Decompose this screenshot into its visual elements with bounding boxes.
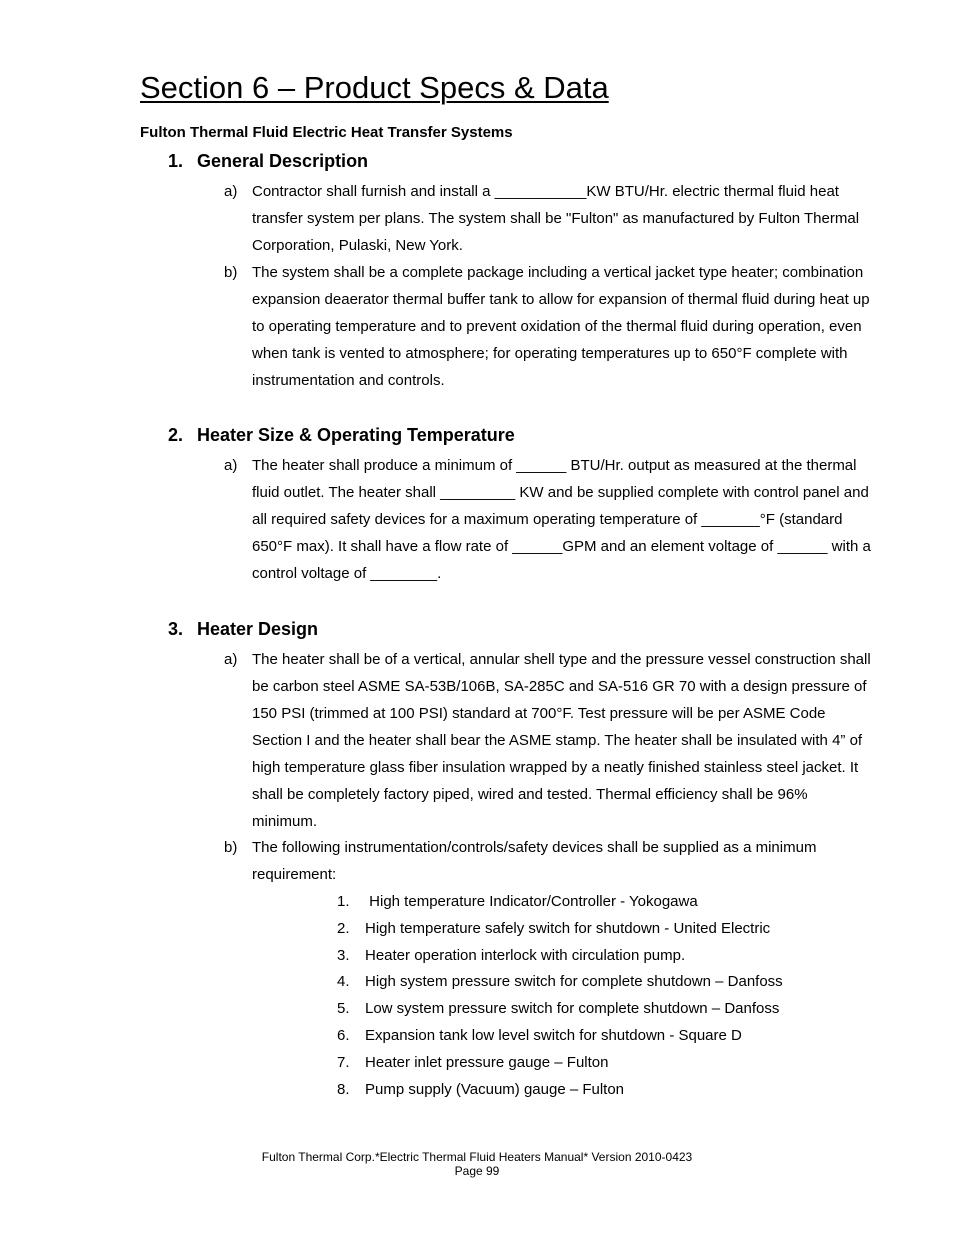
list-text: Heater operation interlock with circulation pump. — [365, 947, 686, 964]
device-list-item — [337, 1049, 608, 1076]
page-title: Section 6 – Product Specs & Data — [140, 70, 609, 105]
device-list-item — [337, 968, 783, 995]
section-heading-heater-size — [168, 425, 515, 446]
list-text: Expansion tank low level switch for shutdown - Square D — [365, 1027, 742, 1044]
list-text: Low system pressure switch for complete shutdown – Danfoss — [365, 1000, 780, 1017]
section-heading-general-description — [168, 151, 368, 172]
spec-item — [224, 646, 874, 835]
section-heading-heater-design — [168, 619, 318, 640]
section-number: 2. — [168, 425, 184, 445]
item-text: The system shall be a complete package including a vertical jacket type heater; combination expansion deaerator thermal buffer tank to allow for expansion of thermal fluid during heat up to operating temperature and to prevent oxidation of the thermal fluid during operation, even when tank is vented to atmosphere; for operating temperatures up to 650°F complete with instrumentation and controls. — [252, 264, 870, 389]
item-letter: b) — [224, 839, 238, 856]
footer-page-number: Page 99 — [454, 1164, 500, 1178]
list-number: 1. — [337, 893, 350, 910]
list-text: High system pressure switch for complete shutdown – Danfoss — [365, 973, 783, 990]
list-number: 4. — [337, 973, 350, 990]
device-list-item — [337, 1076, 624, 1103]
item-letter: a) — [224, 183, 238, 200]
spec-item — [224, 259, 874, 394]
spec-item — [224, 834, 874, 888]
list-number: 2. — [337, 920, 350, 937]
spec-item — [224, 452, 874, 587]
device-list-item — [337, 995, 779, 1022]
section-number: 1. — [168, 151, 184, 171]
list-text: High temperature safely switch for shutdown - United Electric — [365, 920, 771, 937]
list-text: Pump supply (Vacuum) gauge – Fulton — [365, 1081, 625, 1098]
spec-item — [224, 178, 874, 259]
section-title: General Description — [197, 151, 369, 171]
section-title: Heater Design — [197, 619, 319, 639]
footer-manual-info: Fulton Thermal Corp.*Electric Thermal Fluid Heaters Manual* Version 2010-0423 — [261, 1150, 693, 1164]
item-text: Contractor shall furnish and install a ___________KW BTU/Hr. electric thermal fluid heat transfer system per plans. The system shall be "Fulton" as manufactured by Fulton Thermal Corporation, Pulaski, New York. — [252, 183, 860, 254]
device-list-item — [337, 942, 685, 969]
section-title: Heater Size & Operating Temperature — [197, 425, 515, 445]
item-letter: b) — [224, 264, 238, 281]
list-text: High temperature Indicator/Controller - Yokogawa — [365, 893, 698, 910]
item-letter: a) — [224, 457, 238, 474]
item-text: The heater shall produce a minimum of ______ BTU/Hr. output as measured at the thermal fluid outlet. The heater shall _________ KW and be supplied complete with control panel and all required safety devices for a maximum operating temperature of _______°F (standard 650°F max). It shall have a flow rate of ______GPM and an element voltage of ______ with a control voltage of ________. — [252, 457, 871, 582]
device-list-item — [337, 888, 698, 915]
list-number: 6. — [337, 1027, 350, 1044]
device-list-item — [337, 915, 770, 942]
document-subtitle: Fulton Thermal Fluid Electric Heat Transfer Systems — [140, 124, 513, 141]
list-number: 5. — [337, 1000, 350, 1017]
device-list-item — [337, 1022, 742, 1049]
section-number: 3. — [168, 619, 184, 639]
list-number: 7. — [337, 1054, 350, 1071]
list-number: 3. — [337, 947, 350, 964]
list-number: 8. — [337, 1081, 350, 1098]
list-text: Heater inlet pressure gauge – Fulton — [365, 1054, 609, 1071]
item-letter: a) — [224, 651, 238, 668]
item-text: The following instrumentation/controls/safety devices shall be supplied as a minimum requirement: — [252, 839, 817, 883]
item-text: The heater shall be of a vertical, annular shell type and the pressure vessel construction shall be carbon steel ASME SA-53B/106B, SA-285C and SA-516 GR 70 with a design pressure of 150 PSI (trimmed at 100 PSI) standard at 700°F. Test pressure will be per ASME Code Section I and the heater shall bear the ASME stamp. The heater shall be insulated with 4” of high temperature glass fiber insulation wrapped by a neatly finished stainless steel jacket. It shall be completely factory piped, wired and tested. Thermal efficiency shall be 96% minimum. — [252, 651, 871, 830]
